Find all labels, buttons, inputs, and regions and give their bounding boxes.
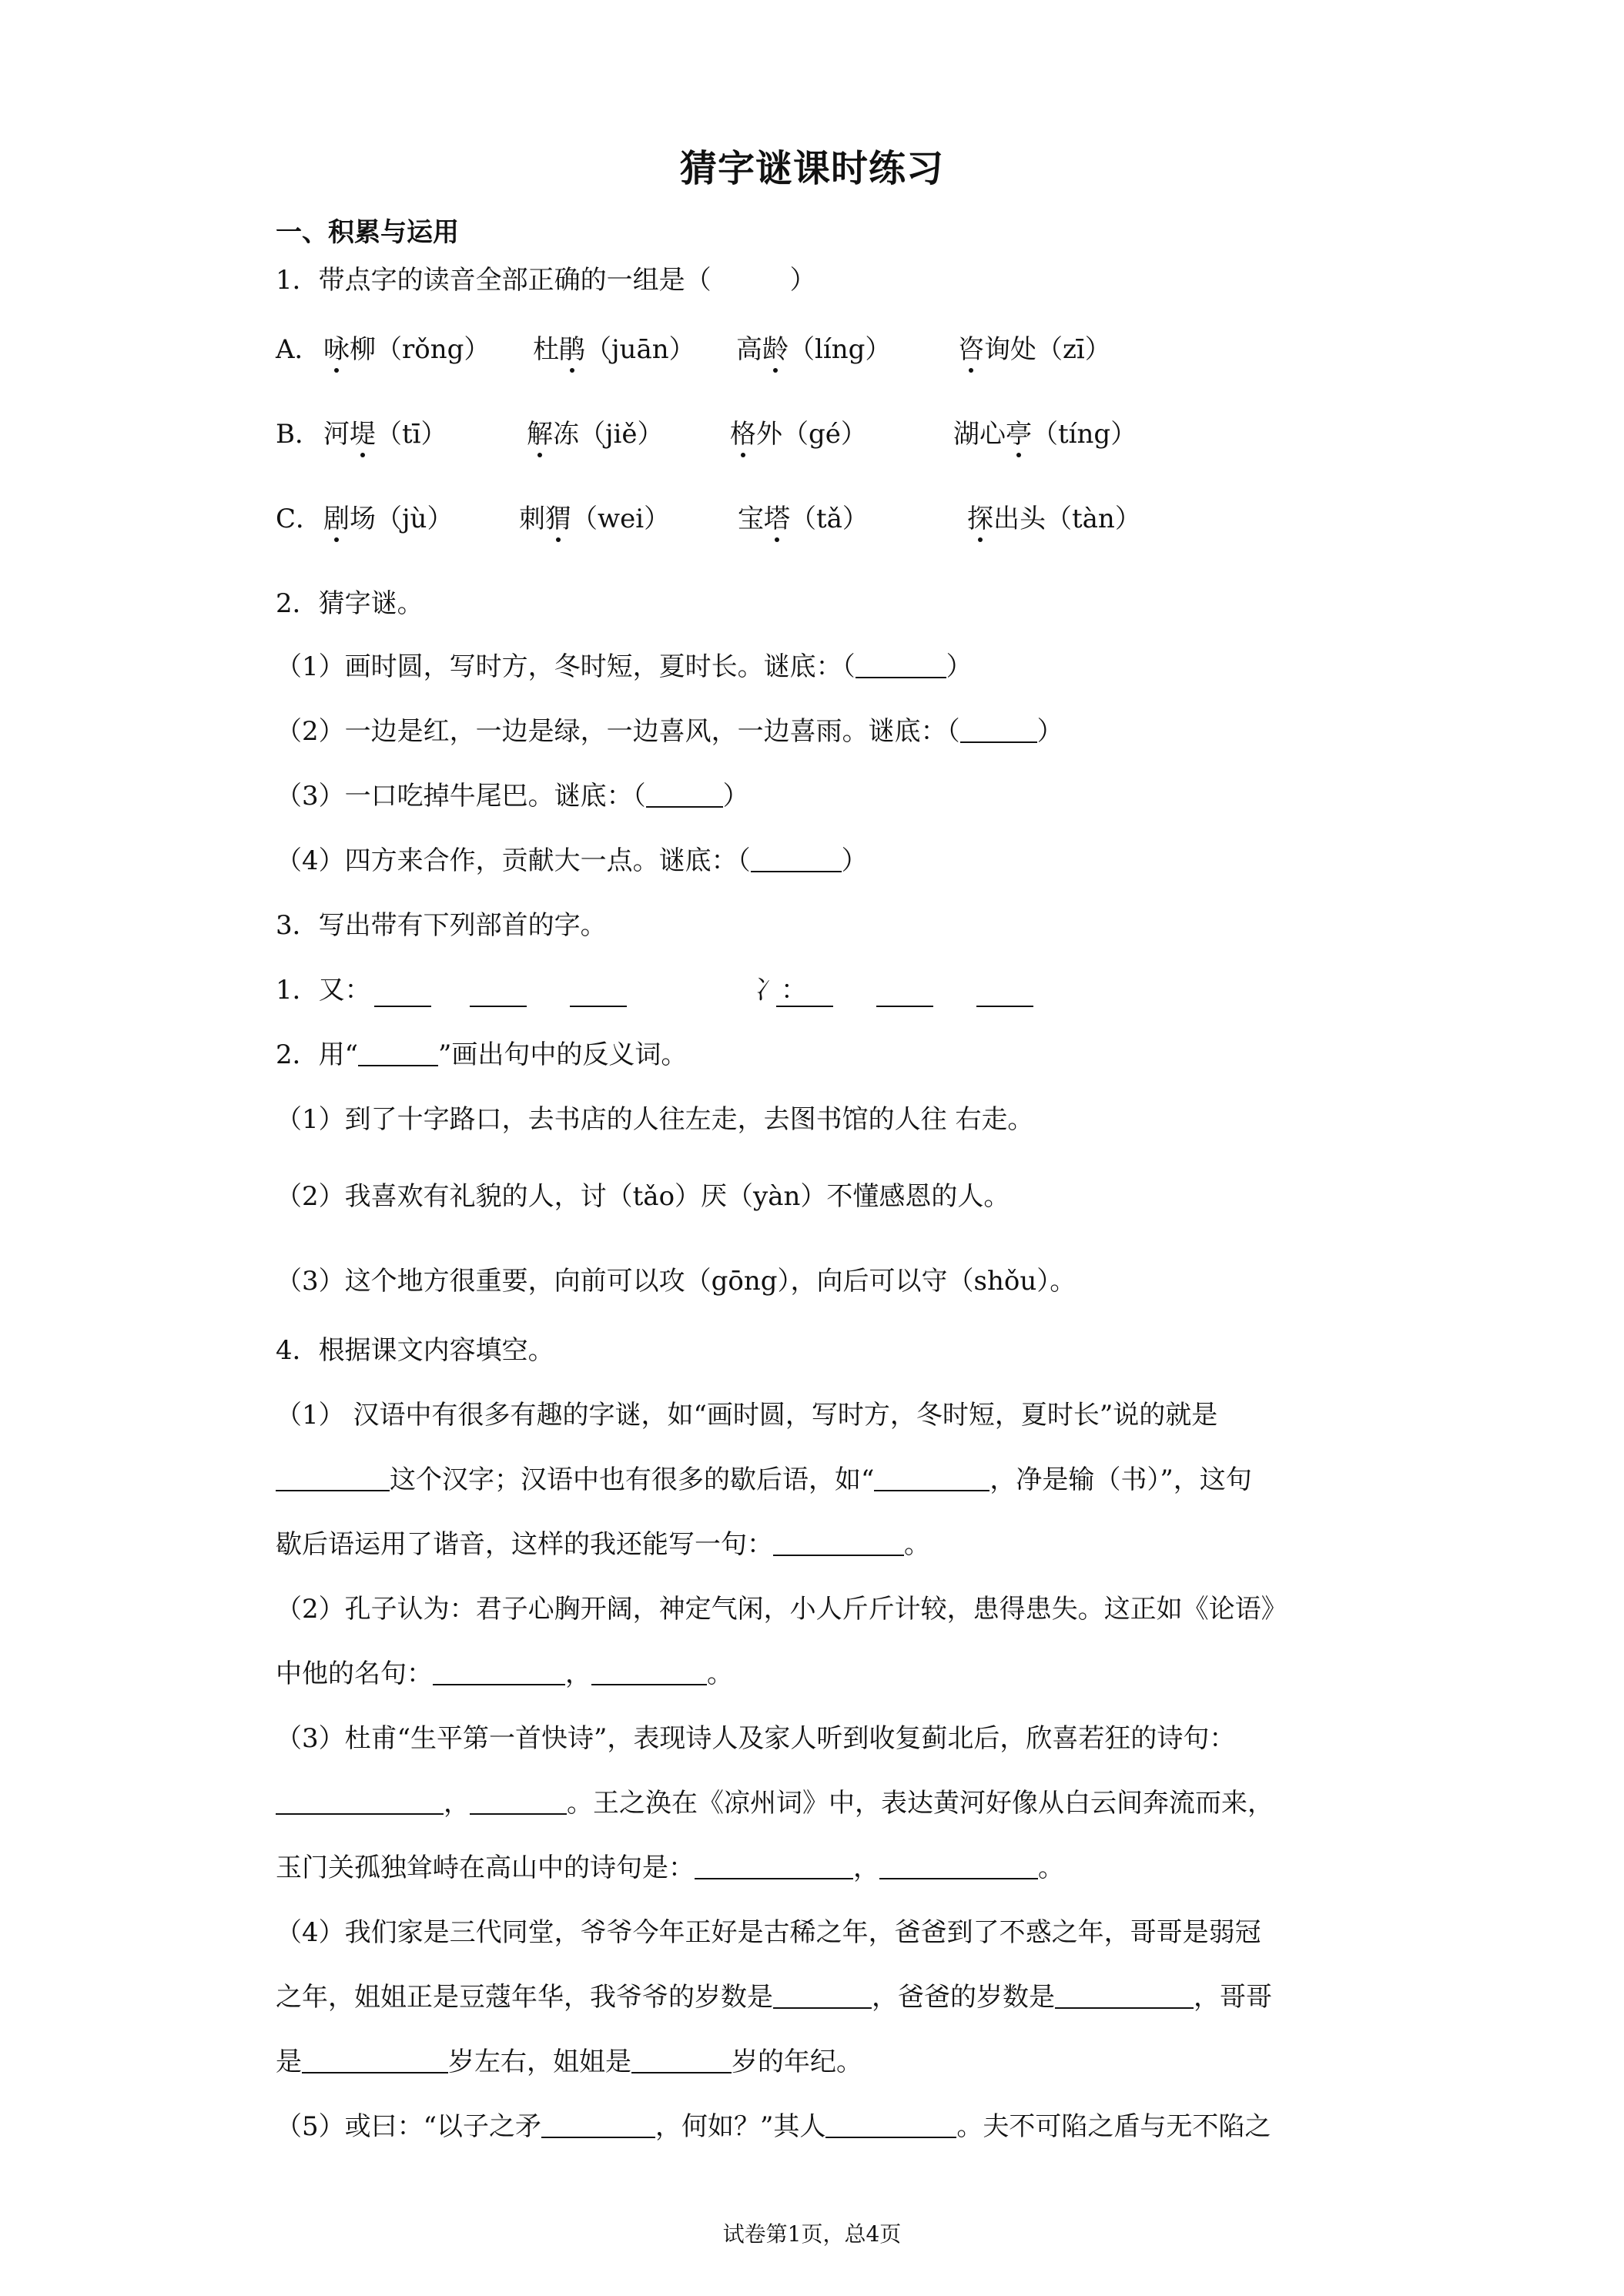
answer-blank[interactable] (960, 715, 1037, 743)
option-c-item-1: 剧场（jù） (323, 504, 454, 534)
q4-p3-line1: （3）杜甫“生平第一首快诗”，表现诗人及家人听到收复蓟北后，欣喜若狂的诗句： (276, 1723, 1236, 1754)
option-b-item-2: 解冻（jiě） (527, 419, 664, 450)
underline-sample (358, 1039, 438, 1066)
radical-you-label: 1．又： (276, 975, 371, 1006)
riddle-2: （2）一边是红，一边是绿，一边喜风，一边喜雨。谜底：（ ） (276, 716, 1063, 747)
answer-blank[interactable] (773, 1528, 904, 1556)
answer-blank[interactable] (695, 1852, 853, 1879)
answer-blank[interactable] (374, 979, 431, 1007)
answer-blank[interactable] (646, 780, 723, 808)
answer-blank[interactable] (276, 1787, 444, 1815)
q4-p2-line1: （2）孔子认为：君子心胸开阔，神定气闲，小人斤斤计较，患得患失。这正如《论语》 (276, 1594, 1287, 1625)
question-2-stem: 2．猜字谜。 (276, 588, 424, 619)
answer-blank[interactable] (541, 2110, 655, 2138)
answer-blank[interactable] (433, 1658, 565, 1685)
answer-blank[interactable] (570, 979, 627, 1007)
q4-p1-line1: （1） 汉语中有很多有趣的字谜，如“画时圆，写时方，冬时短，夏时长”说的就是 (276, 1400, 1218, 1431)
answer-blank[interactable] (776, 979, 833, 1007)
q4-p2-line2: 中他的名句： ， 。 (276, 1658, 733, 1689)
q4-p1-line3: 歇后语运用了谐音，这样的我还能写一句： 。 (276, 1529, 930, 1560)
answer-blank[interactable] (591, 1658, 707, 1685)
answer-blank[interactable] (631, 2046, 732, 2073)
section-heading: 一、积累与运用 (276, 217, 459, 248)
antonym-sentence-3: （3）这个地方很重要，向前可以攻（gōng），向后可以守（shǒu）。 (276, 1266, 1077, 1297)
option-b-item-3: 格外（gé） (730, 419, 867, 450)
answer-blank[interactable] (876, 979, 933, 1007)
question-3-stem: 3．写出带有下列部首的字。 (276, 910, 607, 941)
option-b-row[interactable] (276, 416, 1354, 453)
answer-blank[interactable] (470, 1787, 567, 1815)
option-c-item-2: 刺猬（wei） (519, 504, 671, 534)
page-title: 猜字谜课时练习 (679, 147, 944, 190)
option-a-item-4: 咨询处（zī） (958, 334, 1111, 365)
q4-p4-line2: 之年，姐姐正是豆蔻年华，我爷爷的岁数是 ，爸爸的岁数是 ，哥哥 (276, 1982, 1272, 2013)
question-4-stem: 4．根据课文内容填空。 (276, 1335, 554, 1366)
option-a-item-2: 杜鹃（juān） (533, 334, 695, 365)
riddle-4: （4）四方来合作，贡献大一点。谜底：（ ） (276, 845, 868, 876)
option-b-item-1: 河堤（tī） (323, 419, 447, 450)
option-a-row[interactable] (276, 331, 1354, 368)
answer-blank[interactable] (825, 2110, 956, 2138)
answer-blank[interactable] (879, 1852, 1038, 1879)
riddle-1: （1）画时圆，写时方，冬时短，夏时长。谜底：（ ） (276, 651, 973, 682)
q4-p1-line2: 这个汉字；汉语中也有很多的歇后语，如“ ，净是输（书）”，这句 (276, 1461, 1252, 1498)
option-a-label: A． (276, 334, 321, 365)
answer-blank[interactable] (976, 979, 1033, 1007)
option-c-item-3: 宝塔（tǎ） (738, 504, 869, 534)
answer-blank[interactable] (751, 845, 842, 872)
question-1-stem: 1．带点字的读音全部正确的一组是（ ） (276, 265, 816, 296)
answer-blank[interactable] (276, 1464, 390, 1491)
page-footer: 试卷第1页，总4页 (722, 2221, 902, 2247)
antonym-sentence-2: （2）我喜欢有礼貌的人，讨（tǎo）厌（yàn）不懂感恩的人。 (276, 1181, 1010, 1212)
radical-line (276, 972, 1046, 1009)
q4-p3-line3: 玉门关孤独耸峙在高山中的诗句是： ， 。 (276, 1853, 1064, 1883)
antonym-instruction: 2．用“ ”画出句中的反义词。 (276, 1039, 688, 1070)
q4-p4-line1: （4）我们家是三代同堂，爷爷今年正好是古稀之年，爸爸到了不惑之年，哥哥是弱冠 (276, 1917, 1261, 1948)
option-c-row[interactable] (276, 500, 1354, 537)
option-b-label: B． (276, 419, 321, 450)
answer-blank[interactable] (874, 1464, 989, 1491)
answer-blank[interactable] (470, 979, 527, 1007)
option-c-label: C． (276, 504, 323, 534)
answer-blank[interactable] (302, 2046, 448, 2073)
antonym-sentence-1: （1）到了十字路口，去书店的人往左走，去图书馆的人往 右走。 (276, 1104, 1034, 1135)
answer-blank[interactable] (1055, 1981, 1194, 2009)
option-a-item-1: 咏柳（rǒng） (323, 334, 491, 365)
radical-bing-label: 冫： (755, 975, 807, 1006)
option-a-item-3: 高龄（líng） (736, 334, 892, 365)
option-c-item-4: 探出头（tàn） (967, 504, 1141, 534)
answer-blank[interactable] (856, 651, 946, 678)
option-b-item-4: 湖心亭（tíng） (953, 419, 1137, 450)
riddle-3: （3）一口吃掉牛尾巴。谜底：（ ） (276, 781, 749, 812)
answer-blank[interactable] (773, 1981, 872, 2009)
q4-p3-line2: ， 。王之涣在《凉州词》中，表达黄河好像从白云间奔流而来， (276, 1785, 1274, 1822)
q4-p4-line3: 是 岁左右，姐姐是 岁的年纪。 (276, 2047, 862, 2077)
q4-p5-line1: （5）或曰：“以子之矛 ，何如？”其人 。夫不可陷之盾与无不陷之 (276, 2111, 1271, 2142)
